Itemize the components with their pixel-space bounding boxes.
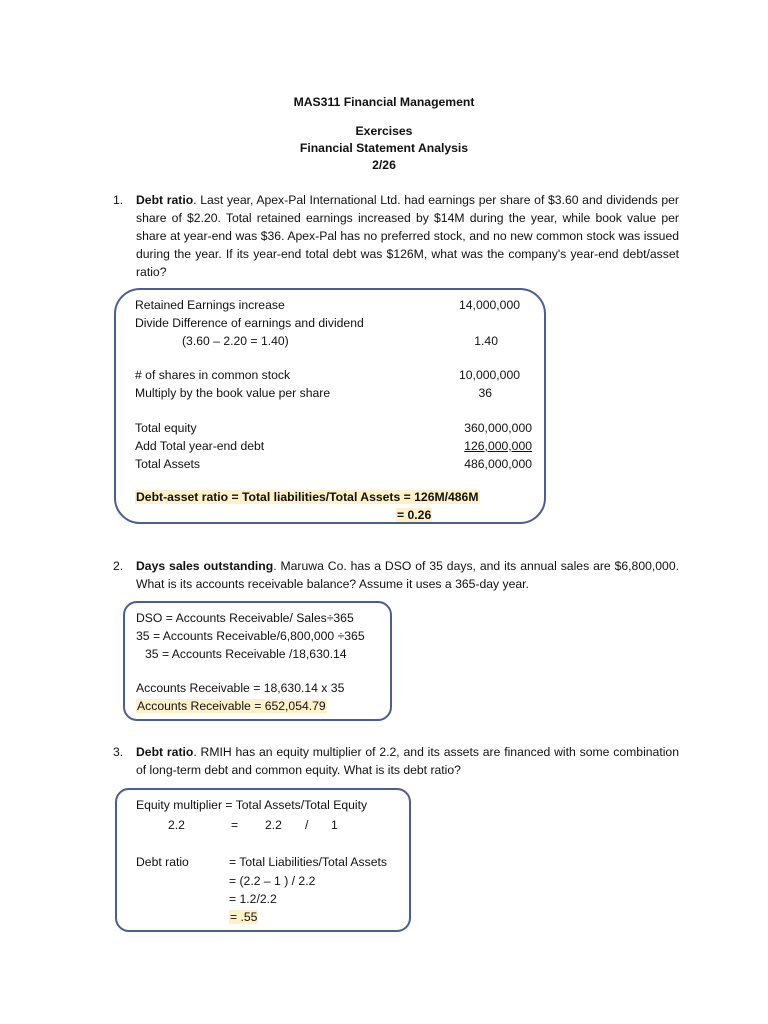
calc-line: = 1.2/2.2 — [229, 892, 277, 906]
question-number: 2. — [113, 559, 124, 573]
line-label: Multiply by the book value per share — [135, 386, 331, 400]
line-value: 486,000,000 — [464, 457, 532, 471]
em-value: 1 — [331, 818, 338, 832]
line-value: 126,000,000 — [464, 439, 532, 453]
line-value: 36 — [478, 386, 492, 400]
calc-line: = Total Liabilities/Total Assets — [229, 855, 387, 869]
question-text: . RMIH has an equity multiplier of 2.2, and its assets are financed with some combination of long-term debt and common equity. What is its debt ratio? — [136, 745, 679, 777]
debt-ratio-label: Debt ratio — [136, 855, 189, 869]
line-label: Divide Difference of earnings and dividend — [135, 316, 364, 330]
question-3 — [113, 743, 679, 779]
date-label: 2/26 — [372, 158, 396, 172]
calc-line: DSO = Accounts Receivable/ Sales÷365 — [136, 611, 354, 625]
topic-title: Financial Statement Analysis — [299, 141, 469, 155]
course-title: MAS311 Financial Management — [293, 95, 475, 109]
question-1 — [113, 191, 679, 281]
line-value: 360,000,000 — [464, 421, 532, 435]
line-value: 1.40 — [474, 334, 498, 348]
question-title: Days sales outstanding — [136, 559, 274, 573]
em-value: / — [305, 818, 309, 832]
em-value: 2.2 — [265, 818, 282, 832]
calc-line: 35 = Accounts Receivable/6,800,000 ÷365 — [136, 629, 365, 643]
question-text: . Last year, Apex-Pal International Ltd. had earnings per share of $3.60 and dividends per share of $2.20. Total retained earnings increased by $14M during the year, while book value per share at year-end was $36. Apex-Pal has no preferred stock, and no new common stock was issued during the year. If its year-end total debt was $126M, what was the company's year-end debt/asset ratio? — [136, 193, 679, 279]
line-value: 10,000,000 — [459, 368, 520, 382]
calc-line: 35 = Accounts Receivable /18,630.14 — [145, 647, 347, 661]
line-label: Retained Earnings increase — [135, 298, 285, 312]
answer-box-3 — [115, 788, 411, 932]
result-highlight: Accounts Receivable = 652,054.79 — [137, 699, 326, 713]
calc-line: Equity multiplier = Total Assets/Total Equity — [136, 798, 368, 812]
line-label: (3.60 – 2.20 = 1.40) — [182, 334, 289, 348]
calc-line: Accounts Receivable = 18,630.14 x 35 — [136, 681, 345, 695]
question-number: 1. — [113, 193, 124, 207]
line-label: Add Total year-end debt — [135, 439, 265, 453]
calc-line: = (2.2 – 1 ) / 2.2 — [229, 874, 316, 888]
line-label: # of shares in common stock — [135, 368, 291, 382]
answer-box-1 — [114, 288, 546, 524]
em-value: = — [231, 818, 239, 832]
line-label: Total equity — [135, 421, 197, 435]
answer-box-2 — [123, 601, 392, 721]
question-title: Debt ratio — [136, 745, 194, 759]
result-highlight: Debt-asset ratio = Total liabilities/Total Assets = 126M/486M — [136, 490, 479, 504]
line-value: 14,000,000 — [459, 298, 520, 312]
em-value: 2.2 — [168, 818, 185, 832]
result-highlight: = .55 — [230, 910, 258, 924]
question-title: Debt ratio — [136, 193, 194, 207]
question-text: . Maruwa Co. has a DSO of 35 days, and its annual sales are $6,800,000. What is its accounts receivable balance? Assume it uses a 365-day year. — [136, 559, 679, 591]
question-2 — [113, 557, 679, 593]
line-label: Total Assets — [135, 457, 201, 471]
result-highlight: = 0.26 — [397, 508, 432, 522]
section-title: Exercises — [355, 124, 413, 138]
question-number: 3. — [113, 745, 124, 759]
